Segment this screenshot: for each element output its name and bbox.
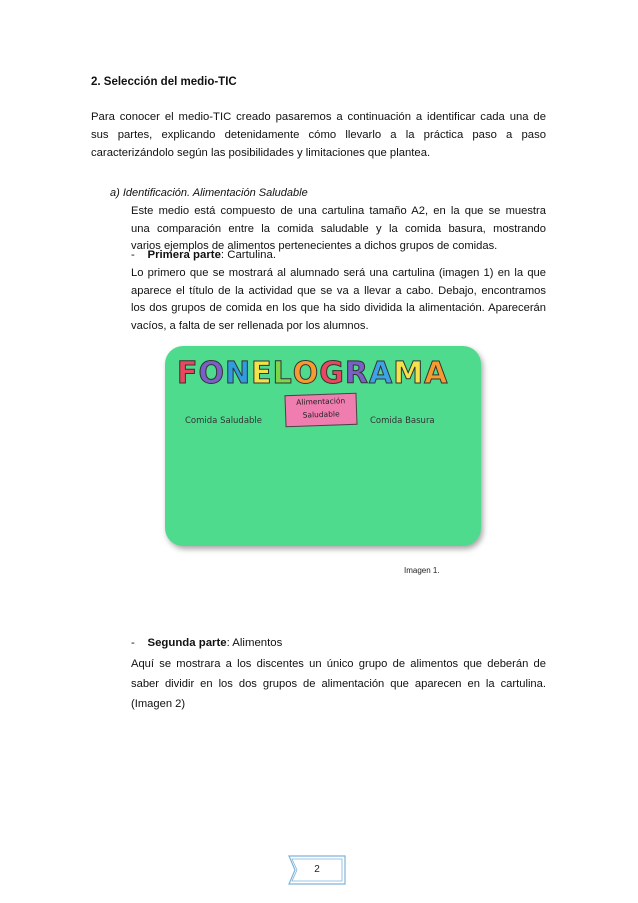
title-letter: A xyxy=(369,356,393,391)
title-letter: A xyxy=(424,356,448,391)
page-number: 2 xyxy=(314,864,320,875)
subtitle-line1: Alimentación xyxy=(296,396,346,407)
title-letter: L xyxy=(272,356,292,391)
intro-line: Para conocer el medio-TIC creado pasaremos a continuación a identificar cada una de xyxy=(91,111,546,123)
title-letter: M xyxy=(393,356,424,391)
intro-line: sus partes, explicando detenidamente cómo llevarlo a la práctica paso a paso xyxy=(91,129,546,141)
item-a-line: una comparación entre la comida saludable y la comida basura, mostrando xyxy=(131,222,546,235)
intro-paragraph xyxy=(91,108,546,162)
part1-dash: - xyxy=(131,249,135,261)
part2-line: saber dividir en los dos grupos de alimentación que aparecen en la cartulina. xyxy=(131,678,546,690)
green-cardboard xyxy=(165,346,481,546)
part1-line: aparece el título de la actividad que se va a llevar a cabo. Debajo, encontramos xyxy=(131,284,546,297)
image-caption: Imagen 1. xyxy=(404,566,440,575)
part2-paragraph xyxy=(131,654,546,714)
title-letter: O xyxy=(292,356,319,391)
item-a-paragraph xyxy=(131,203,546,256)
title-letter: E xyxy=(251,356,272,391)
intro-line: caracterizándolo según las posibilidades y limitaciones que plantea. xyxy=(91,147,431,159)
part1-heading xyxy=(131,249,276,261)
fonelograma-title xyxy=(177,356,448,392)
item-a-line: varios ejemplos de alimentos pertenecientes a dichos grupos de comidas. xyxy=(131,240,498,252)
part1-paragraph xyxy=(131,265,546,335)
junk-food-label: Comida Basura xyxy=(370,416,435,426)
part2-title: Segunda parte xyxy=(147,637,227,649)
title-letter: G xyxy=(319,356,344,391)
page-number-box xyxy=(287,855,347,885)
part2-rest: : Alimentos xyxy=(226,637,283,649)
item-a-line: Este medio está compuesto de una cartulina tamaño A2, en la que se muestra xyxy=(131,205,546,217)
part1-title: Primera parte xyxy=(147,249,221,261)
part1-line: los dos grupos de comida en los que ha sido dividida la alimentación. Aparecerán xyxy=(131,302,546,314)
title-letter: R xyxy=(344,356,368,391)
healthy-food-label: Comida Saludable xyxy=(185,416,263,426)
section-heading: 2. Selección del medio-TIC xyxy=(91,76,237,88)
cardboard-image xyxy=(165,346,481,546)
item-a-label: a) Identificación. Alimentación Saludable xyxy=(110,187,308,199)
title-letter: N xyxy=(225,356,251,391)
part2-heading xyxy=(131,637,282,649)
part1-line: Lo primero que se mostrará al alumnado será una cartulina (imagen 1) en la que xyxy=(131,267,546,279)
title-letter: F xyxy=(177,356,198,391)
title-letter: O xyxy=(198,356,225,391)
part2-dash: - xyxy=(131,637,135,649)
part1-rest: : Cartulina. xyxy=(220,249,277,261)
part2-line: Aquí se mostrara a los discentes un único grupo de alimentos que deberán de xyxy=(131,658,546,670)
subtitle-label xyxy=(284,393,357,427)
part1-line: vacíos, a falta de ser rellenada por los alumnos. xyxy=(131,319,369,332)
subtitle-line2: Saludable xyxy=(302,409,340,420)
part2-line: (Imagen 2) xyxy=(131,698,186,710)
